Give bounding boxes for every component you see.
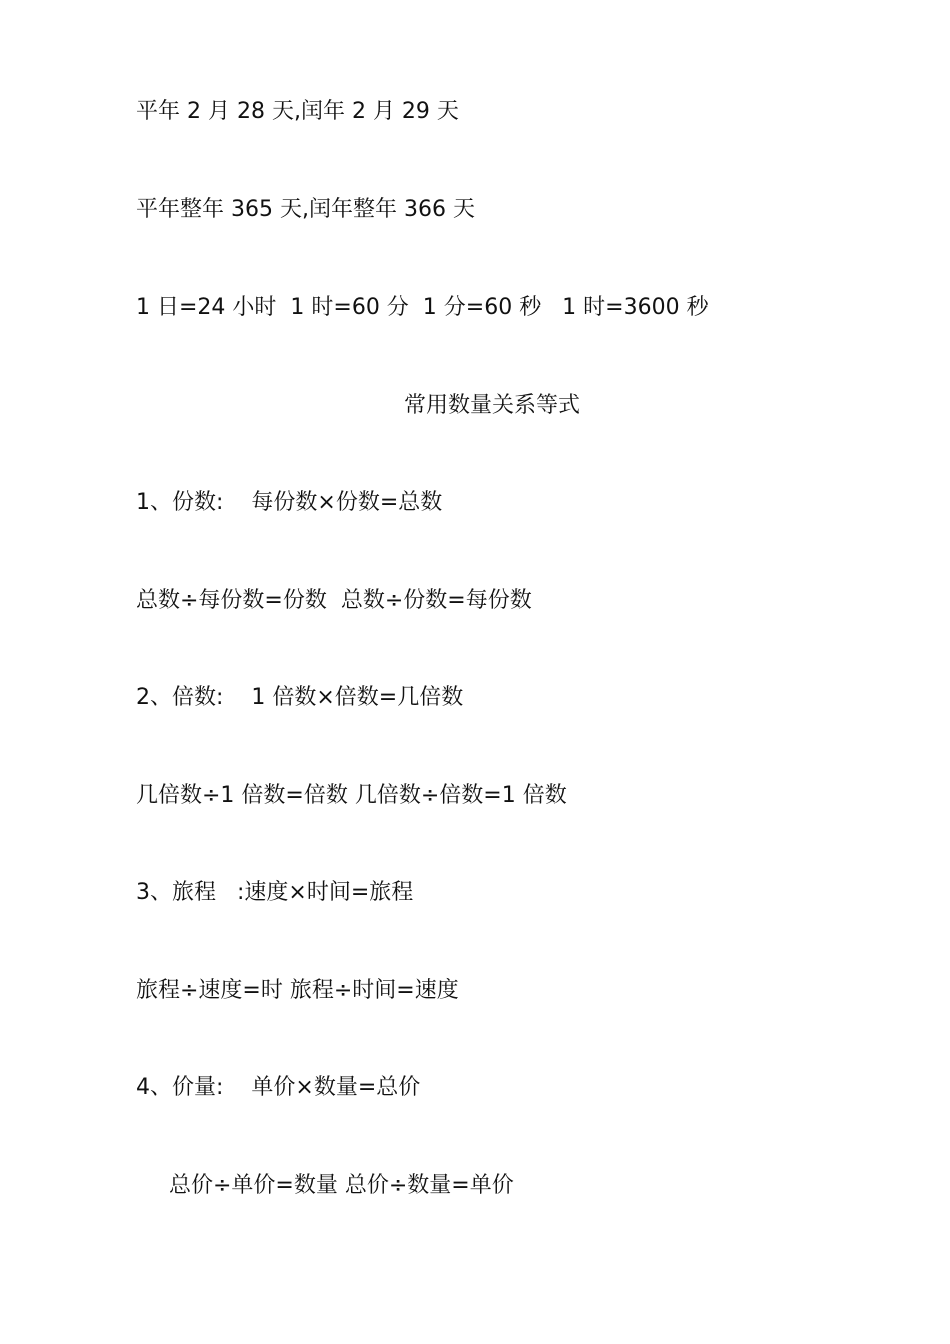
days-in-year-line: 平年整年 365 天,闰年整年 366 天 xyxy=(136,197,475,222)
days-in-february-line: 平年 2 月 28 天,闰年 2 月 29 天 xyxy=(136,99,459,124)
multiples-formula-line: 2、倍数: 1 倍数×倍数=几倍数 xyxy=(136,685,464,710)
time-units-line: 1 日=24 小时 1 时=60 分 1 分=60 秒 1 时=3600 秒 xyxy=(136,295,709,320)
distance-derived-line: 旅程÷速度=时 旅程÷时间=速度 xyxy=(136,978,459,1003)
multiples-derived-line: 几倍数÷1 倍数=倍数 几倍数÷倍数=1 倍数 xyxy=(136,783,567,808)
section-title: 常用数量关系等式 xyxy=(404,393,581,418)
portions-formula-line: 1、份数: 每份数×份数=总数 xyxy=(136,490,443,515)
price-formula-line: 4、价量: 单价×数量=总价 xyxy=(136,1075,421,1100)
portions-derived-line: 总数÷每份数=份数 总数÷份数=每份数 xyxy=(136,588,532,613)
distance-formula-line: 3、旅程 :速度×时间=旅程 xyxy=(136,880,414,905)
price-derived-line: 总价÷单价=数量 总价÷数量=单价 xyxy=(169,1173,514,1198)
